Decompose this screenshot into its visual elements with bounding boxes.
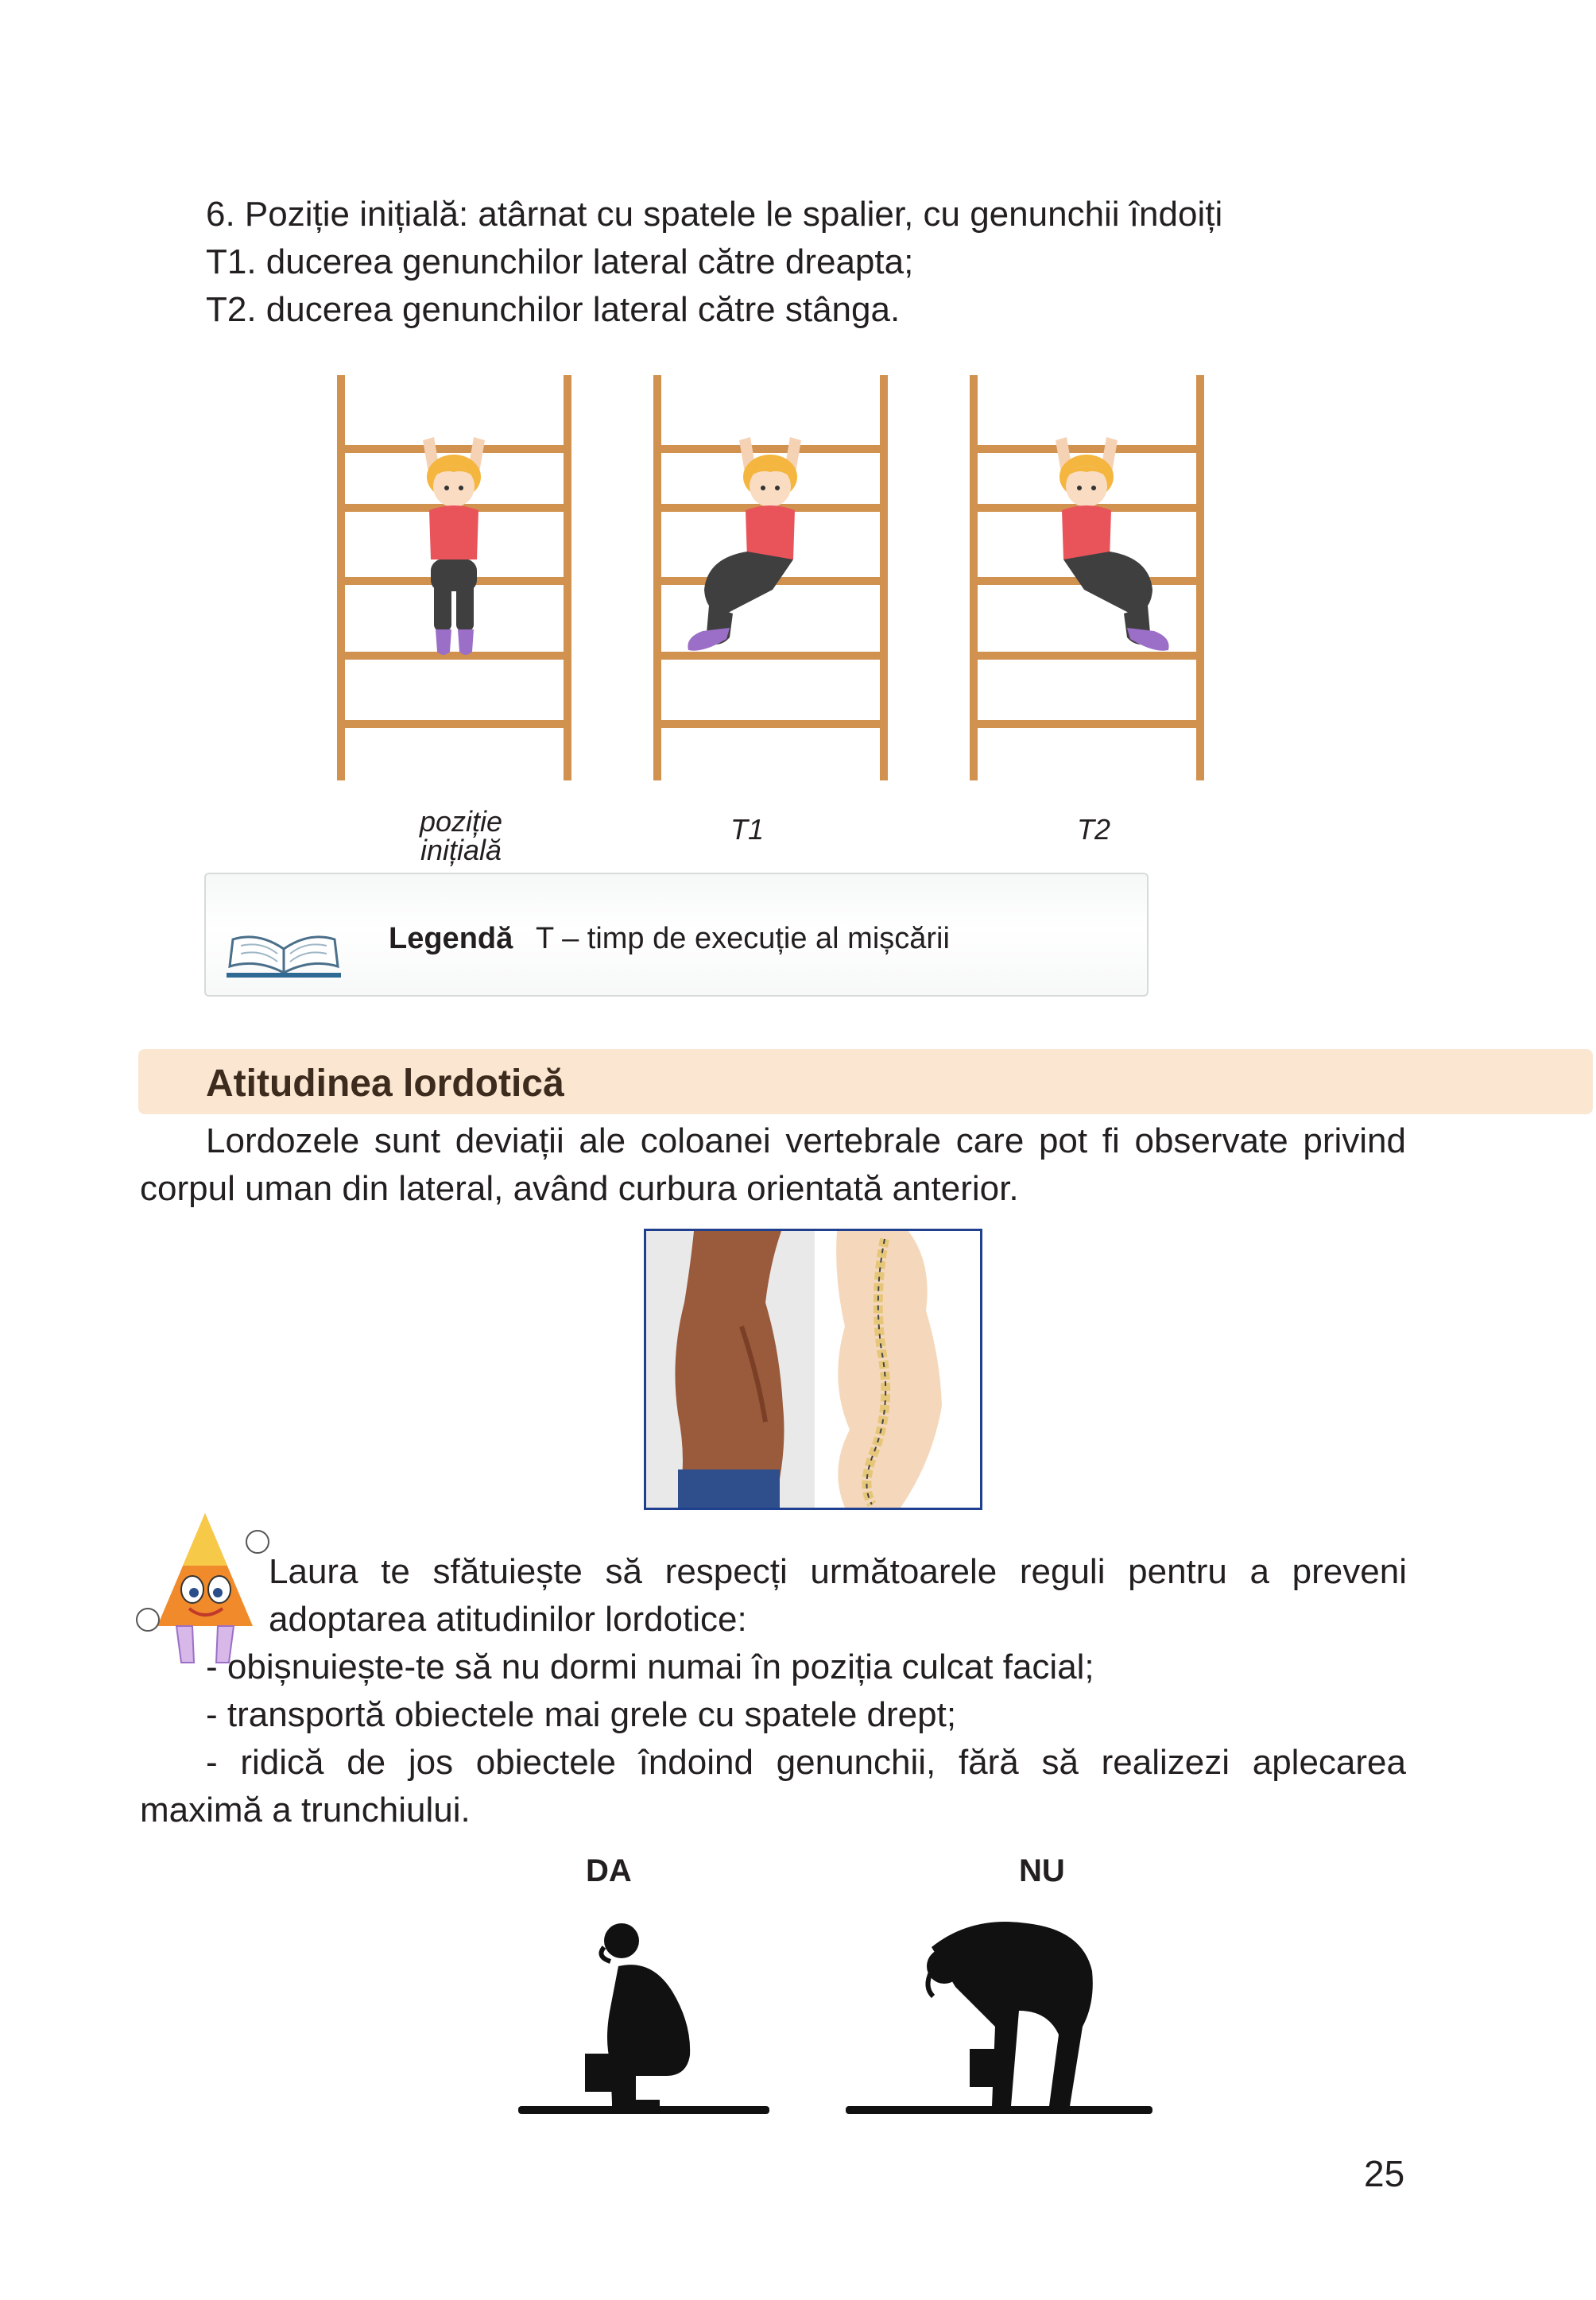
advice-rule-1: - obișnuiește-te să nu dormi numai în poziția culcat facial;	[206, 1648, 1094, 1686]
caption-initial-position	[397, 807, 525, 865]
exercise-line-2: T1. ducerea genunchilor lateral către dreapta;	[206, 242, 914, 281]
section-paragraph-line-2: corpul uman din lateral, având curbura orientată anterior.	[140, 1169, 1019, 1208]
caption-t1: T1	[730, 813, 764, 846]
lordosis-photo	[644, 1229, 982, 1510]
open-book-icon	[225, 927, 343, 979]
figure-initial-position	[337, 375, 583, 788]
caption-t2: T2	[1076, 813, 1110, 846]
advice-rule-3-line-2: maximă a trunchiului.	[140, 1791, 471, 1830]
no-label: NU	[1019, 1853, 1065, 1888]
exercise-description	[206, 191, 1222, 334]
legend-box	[204, 873, 1149, 997]
correct-lifting-silhouette	[517, 1920, 771, 2119]
figure-t1	[653, 375, 900, 788]
advice-rule-2: - transportă obiectele mai grele cu spatele drept;	[206, 1695, 957, 1734]
figure-t2	[970, 375, 1216, 788]
section-title: Atitudinea lordotică	[206, 1063, 564, 1105]
legend-label: Legendă	[389, 922, 513, 955]
caption-initial-line-1: poziție	[419, 805, 503, 838]
advice-rule-3-line-1: - ridică de jos obiectele îndoind genunchii, fără să realizezi aplecarea	[206, 1743, 1406, 1782]
exercise-line-1: 6. Poziție inițială: atârnat cu spatele le spalier, cu genunchii îndoiți	[206, 195, 1223, 234]
advice-intro-line-1: Laura te sfătuiește să respecți următoarele reguli pentru a preveni	[269, 1552, 1407, 1591]
legend-definition: T – timp de execuție al mișcării	[536, 922, 950, 955]
page-number: 25	[1364, 2153, 1405, 2194]
mascot-laura-icon	[134, 1507, 277, 1666]
advice-intro-line-2: adoptarea atitudinilor lordotice:	[269, 1600, 747, 1639]
yes-label: DA	[586, 1853, 632, 1888]
incorrect-lifting-silhouette	[844, 1915, 1154, 2119]
caption-initial-line-2: inițială	[420, 834, 502, 866]
exercise-line-3: T2. ducerea genunchilor lateral către stânga.	[206, 290, 901, 329]
section-paragraph-line-1: Lordozele sunt deviații ale coloanei vertebrale care pot fi observate privind	[206, 1121, 1406, 1160]
